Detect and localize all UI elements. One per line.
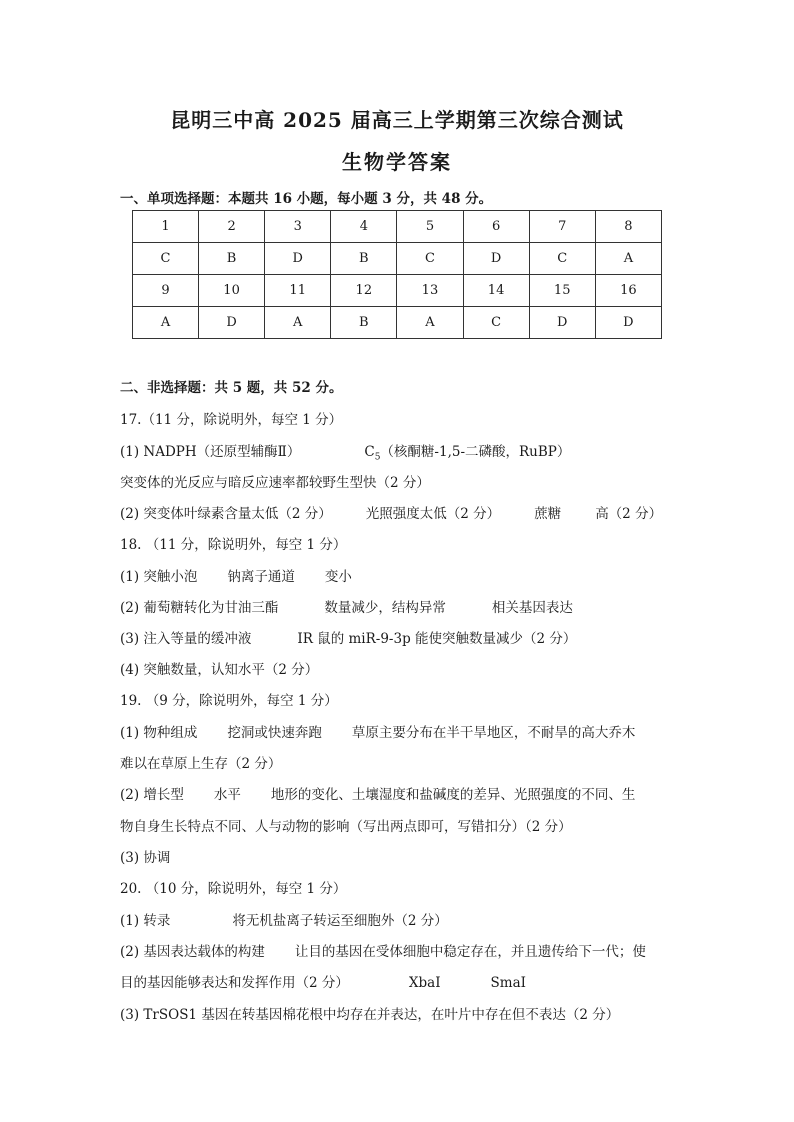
table-cell: 10 [199,275,265,307]
q19-heading: 19. （9 分，除说明外，每空 1 分） [120,693,338,709]
table-row-answers [133,243,662,275]
q17-line1 [120,440,570,463]
q20-line1 [120,909,448,929]
q20-ans1: (1) 转录 [120,913,171,929]
q17-ans1: (1) NADPH（还原型辅酶Ⅱ） [120,444,301,460]
q18-ans7: (3) 注入等量的缓冲液 [120,631,252,647]
table-cell: 3 [265,211,331,243]
q19-line5: (3) 协调 [120,850,171,866]
table-cell: B [331,307,397,339]
q18-ans1: (1) 突触小泡 [120,569,198,585]
table-cell: 2 [199,211,265,243]
table-cell: 6 [463,211,529,243]
q20-line3 [120,971,526,991]
table-cell: C [133,243,199,275]
q17-ans3: (2) 突变体叶绿素含量太低（2 分） [120,506,332,522]
q20-ans6: SmaI [490,975,526,991]
table-cell: C [529,243,595,275]
table-cell: B [199,243,265,275]
table-cell: D [529,307,595,339]
q19-ans4: (2) 增长型 [120,787,184,803]
q18-line2 [120,596,573,616]
q18-line4: (4) 突触数量，认知水平（2 分） [120,662,319,678]
table-cell: A [397,307,463,339]
section1-heading: 一、单项选择题：本题共 16 小题，每小题 3 分，共 48 分。 [120,191,493,207]
answer-table [132,210,662,339]
q18-ans8: IR 鼠的 miR-9-3p 能使突触数量减少（2 分） [297,631,577,647]
q20-heading: 20. （10 分，除说明外，每空 1 分） [120,881,347,897]
table-cell: 4 [331,211,397,243]
q20-ans4: 让目的基因在受体细胞中稳定存在，并且遗传给下一代；使 [294,944,646,960]
q19-line4: 物自身生长特点不同、人与动物的影响（写出两点即可，写错扣分）（2 分） [120,819,572,835]
q20-ans4-cont: 目的基因能够表达和发挥作用（2 分） [120,975,349,991]
q17-ans6: 高（2 分） [595,506,663,522]
table-cell: D [199,307,265,339]
q19-line2: 难以在草原上生存（2 分） [120,756,282,772]
table-cell: 16 [595,275,661,307]
section2-heading: 二、非选择题：共 5 题，共 52 分。 [120,380,343,396]
q19-ans6: 地形的变化、土壤湿度和盐碱度的差异、光照强度的不同、生 [270,787,636,803]
q18-ans4: (2) 葡萄糖转化为甘油三酯 [120,600,279,616]
q18-heading: 18. （11 分，除说明外，每空 1 分） [120,537,347,553]
table-row-question-numbers [133,275,662,307]
q19-ans5: 水平 [213,787,241,803]
q17-ans5: 蔗糖 [534,506,562,522]
q17-ans2-rest: （核酮糖-1,5-二磷酸，RuBP） [380,444,571,460]
q20-line2 [120,940,646,960]
table-cell: 9 [133,275,199,307]
table-cell: C [397,243,463,275]
q17-ans4: 光照强度太低（2 分） [365,506,501,522]
q17-ans2-subscript: 5 [374,452,381,463]
q20-ans5: XbaI [408,975,441,991]
q20-line4: (3) TrSOS1 基因在转基因棉花根中均存在并表达，在叶片中存在但不表达（2 分） [120,1007,620,1023]
q18-ans2: 钠离子通道 [227,569,295,585]
q17-heading: 17.（11 分，除说明外，每空 1 分） [120,412,343,428]
table-cell: B [331,243,397,275]
q17-line3 [120,502,662,522]
table-cell: D [463,243,529,275]
q19-line1 [120,721,635,741]
table-cell: 8 [595,211,661,243]
page-title: 昆明三中高 2025 届高三上学期第三次综合测试 [170,108,624,132]
q18-line1 [120,565,352,585]
q19-ans2: 挖洞或快速奔跑 [227,725,322,741]
table-cell: 12 [331,275,397,307]
table-cell: A [265,307,331,339]
table-cell: 14 [463,275,529,307]
table-cell: A [595,243,661,275]
q18-ans6: 相关基因表达 [491,600,573,616]
q20-ans2: 将无机盐离子转运至细胞外（2 分） [232,913,448,929]
q20-ans3: (2) 基因表达载体的构建 [120,944,265,960]
table-cell: 7 [529,211,595,243]
table-row-question-numbers [133,211,662,243]
q19-line3 [120,783,635,803]
q19-ans3: 草原主要分布在半干旱地区，不耐旱的高大乔木 [351,725,636,741]
table-cell: 13 [397,275,463,307]
q17-line2: 突变体的光反应与暗反应速率都较野生型快（2 分） [120,475,430,491]
table-cell: C [463,307,529,339]
q18-ans5: 数量减少，结构异常 [324,600,446,616]
table-cell: D [265,243,331,275]
page-subtitle: 生物学答案 [342,150,452,174]
table-cell: D [595,307,661,339]
table-row-answers [133,307,662,339]
table-cell: 1 [133,211,199,243]
q18-ans3: 变小 [324,569,352,585]
table-cell: A [133,307,199,339]
q17-ans2-symbol: C [364,444,375,460]
q19-ans1: (1) 物种组成 [120,725,198,741]
q18-line3 [120,627,576,647]
table-cell: 11 [265,275,331,307]
table-cell: 15 [529,275,595,307]
table-cell: 5 [397,211,463,243]
